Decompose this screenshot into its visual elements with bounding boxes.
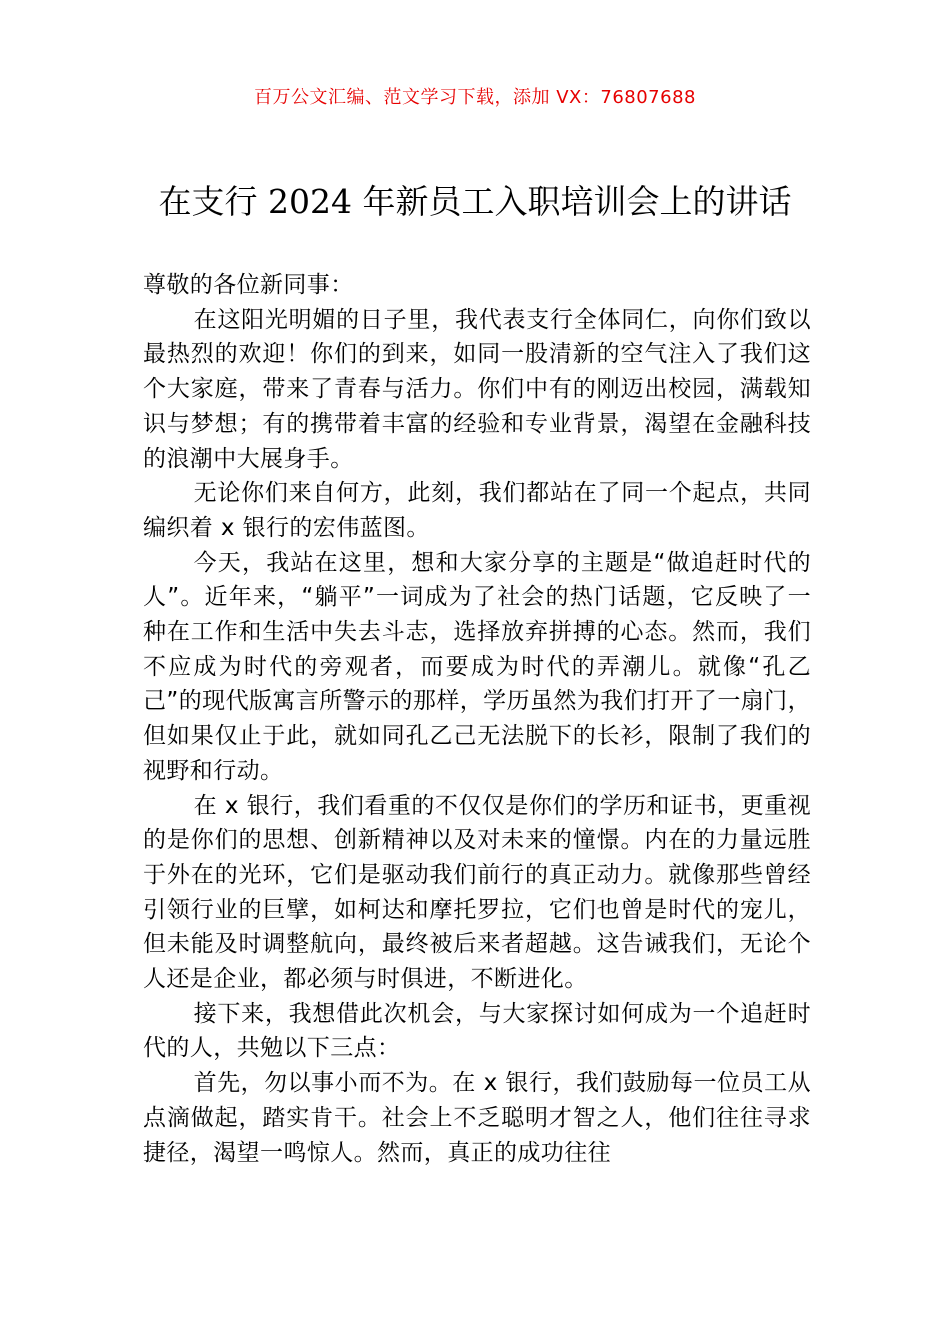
paragraph-4: 在 x 银行，我们看重的不仅仅是你们的学历和证书，更重视的是你们的思想、创新精神以及对未来的憧憬。内在的力量远胜于外在的光环，它们是驱动我们前行的真正动力。就像那些曾经引领行业的巨擘，如柯达和摩托罗拉，它们也曾是时代的宠儿，但未能及时调整航向，最终被后来者超越。这告诫我们，无论个人还是企业，都必须与时俱进，不断进化。	[143, 792, 811, 993]
header-watermark-note: 百万公文汇编、范文学习下载，添加 VX：76807688	[254, 87, 696, 108]
paragraph-3: 今天，我站在这里，想和大家分享的主题是“做追赶时代的人”。近年来，“躺平”一词成为了社会的热门话题，它反映了一种在工作和生活中失去斗志，选择放弃拼搏的心态。然而，我们不应成为时代的旁观者，而要成为时代的弄潮儿。就像“孔乙己”的现代版寓言所警示的那样，学历虽然为我们打开了一扇门，但如果仅止于此，就如同孔乙己无法脱下的长衫，限制了我们的视野和行动。	[143, 549, 811, 784]
paragraph-6: 首先，勿以事小而不为。在 x 银行，我们鼓励每一位员工从点滴做起，踏实肯干。社会上不乏聪明才智之人，他们往往寻求捷径，渴望一鸣惊人。然而，真正的成功往往	[143, 1070, 811, 1166]
document-body	[143, 268, 811, 1170]
salutation: 尊敬的各位新同事：	[143, 272, 354, 298]
page-title: 在支行 2024 年新员工入职培训会上的讲话	[158, 182, 792, 221]
paragraph-5: 接下来，我想借此次机会，与大家探讨如何成为一个追赶时代的人，共勉以下三点：	[143, 1000, 811, 1062]
paragraph-1: 在这阳光明媚的日子里，我代表支行全体同仁，向你们致以最热烈的欢迎！你们的到来，如同一股清新的空气注入了我们这个大家庭，带来了青春与活力。你们中有的刚迈出校园，满载知识与梦想；有的携带着丰富的经验和专业背景，渴望在金融科技的浪潮中大展身手。	[143, 306, 811, 472]
paragraph-2: 无论你们来自何方，此刻，我们都站在了同一个起点，共同编织着 x 银行的宏伟蓝图。	[143, 480, 811, 541]
